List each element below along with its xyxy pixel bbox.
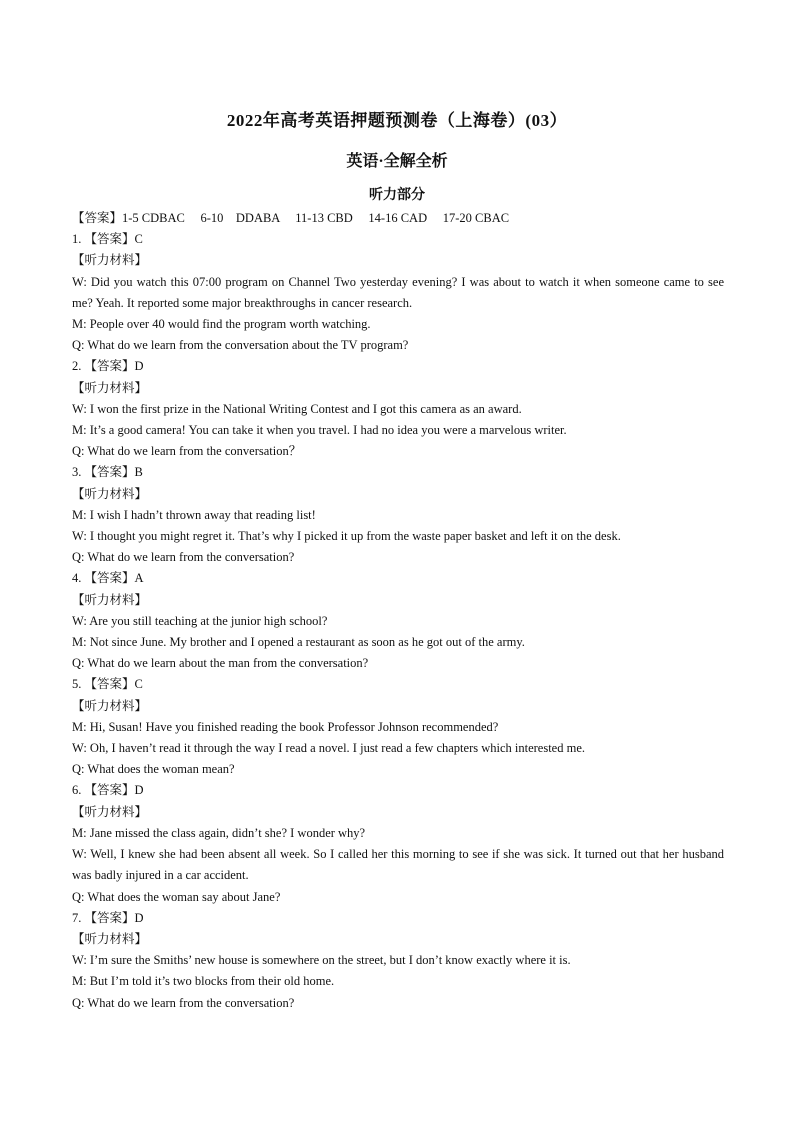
item-answer: 4. 【答案】A — [72, 571, 144, 586]
dialogue-line: W: Did you watch this 07:00 program on Channel Two yesterday evening? I was about to watch it when someone came to see me? Yeah. It reported some major breakthroughs in cancer research. — [72, 274, 724, 310]
question-line: Q: What does the woman say about Jane? — [72, 889, 281, 904]
question-line: Q: What do we learn from the conversation? — [72, 550, 295, 565]
item-answer: 1. 【答案】C — [72, 232, 143, 247]
item-answer: 7. 【答案】D — [72, 910, 144, 925]
item-answer: 3. 【答案】B — [72, 465, 143, 480]
dialogue-line: W: Are you still teaching at the junior high school? — [72, 613, 328, 628]
item-label: 【听力材料】 — [72, 931, 148, 946]
dialogue-line: W: Oh, I haven’t read it through the way I read a novel. I just read a few chapters which interested me. — [72, 741, 586, 756]
section-heading: 听力部分 — [369, 188, 425, 203]
item-answer: 5. 【答案】C — [72, 677, 143, 692]
dialogue-line: W: I won the first prize in the National Writing Contest and I got this camera as an award. — [72, 401, 522, 416]
question-line: Q: What do we learn from the conversation? — [72, 995, 295, 1010]
dialogue-line: M: I wish I hadn’t thrown away that reading list! — [72, 507, 316, 522]
dialogue-line: M: People over 40 would find the program worth watching. — [72, 317, 371, 332]
item-label: 【听力材料】 — [72, 253, 148, 268]
dialogue-line: M: But I’m told it’s two blocks from their old home. — [72, 974, 335, 989]
document-body — [72, 208, 724, 1014]
page-subtitle: 英语·全解全析 — [346, 153, 448, 170]
dialogue-line: W: Well, I knew she had been absent all week. So I called her this morning to see if she was sick. It turned out that her husband was badly injured in a car accident. — [72, 847, 724, 883]
dialogue-line: W: I thought you might regret it. That’s why I picked it up from the waste paper basket and left it on the desk. — [72, 529, 621, 544]
question-line: Q: What do we learn about the man from the conversation? — [72, 656, 369, 671]
item-label: 【听力材料】 — [72, 592, 148, 607]
item-answer: 2. 【答案】D — [72, 359, 144, 374]
dialogue-line: M: Hi, Susan! Have you finished reading the book Professor Johnson recommended? — [72, 719, 499, 734]
item-label: 【听力材料】 — [72, 486, 148, 501]
item-answer: 6. 【答案】D — [72, 783, 144, 798]
question-line: Q: What do we learn from the conversation？ — [72, 444, 302, 459]
dialogue-line: M: Not since June. My brother and I opened a restaurant as soon as he got out of the army. — [72, 635, 525, 650]
question-line: Q: What do we learn from the conversation about the TV program? — [72, 338, 409, 353]
item-label: 【听力材料】 — [72, 380, 148, 395]
dialogue-line: M: Jane missed the class again, didn’t she? I wonder why? — [72, 825, 366, 840]
page-title: 2022年高考英语押题预测卷（上海卷）(03） — [226, 111, 568, 130]
item-label: 【听力材料】 — [72, 698, 148, 713]
question-line: Q: What does the woman mean? — [72, 762, 235, 777]
answer-summary: 【答案】1-5 CDBAC 6-10 DDABA 11-13 CBD 14-16 CAD 17-20 CBAC — [72, 211, 510, 225]
dialogue-line: M: It’s a good camera! You can take it when you travel. I had no idea you were a marvelous writer. — [72, 423, 567, 438]
item-label: 【听力材料】 — [72, 804, 148, 819]
dialogue-line: W: I’m sure the Smiths’ new house is somewhere on the street, but I don’t know exactly where it is. — [72, 953, 571, 968]
